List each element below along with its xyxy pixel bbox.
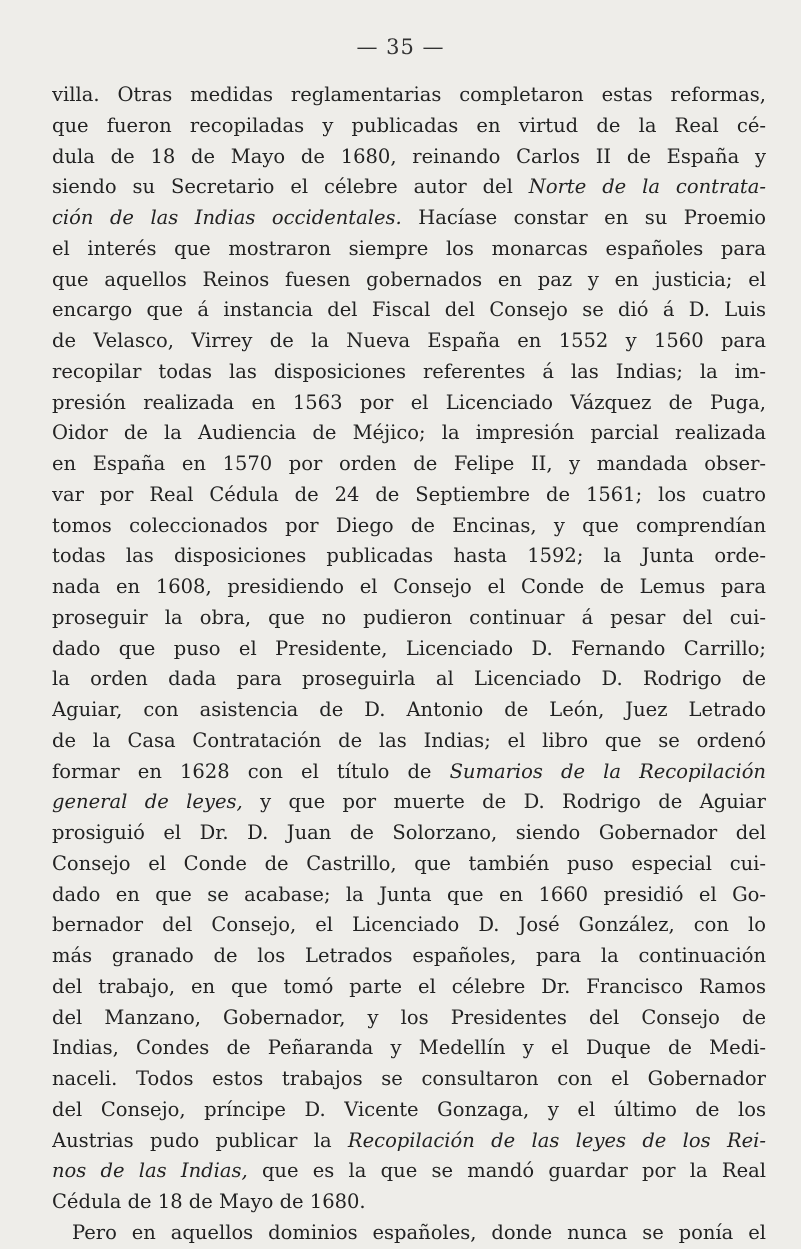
text-line (52, 757, 766, 788)
page-number: — 35 — (356, 35, 445, 59)
text-span: del trabajo, en que tomó parte el célebre Dr. Francisco Ramos (52, 974, 766, 998)
text-span: la orden dada para proseguirla al Licenciado D. Rodrigo de (52, 667, 766, 691)
text-span: villa. Otras medidas reglamentarias completaron estas reformas, (52, 83, 766, 106)
text-span: dula de 18 de Mayo de 1680, reinando Carlos II de España y (52, 144, 766, 168)
text-line (52, 1003, 766, 1034)
text-line (52, 388, 766, 419)
text-line (52, 1187, 766, 1218)
text-span: tomos coleccionados por Diego de Encinas, y que comprendían (52, 513, 766, 537)
text-line (52, 295, 766, 326)
text-span: el interés que mostraron siempre los monarcas españoles para (52, 236, 766, 260)
text-span: proseguir la obra, que no pudieron continuar á pesar del cui- (52, 605, 766, 629)
text-line (52, 910, 766, 941)
text-line (52, 172, 766, 203)
italic-title-span: general de leyes, (52, 790, 243, 814)
text-line (52, 787, 766, 818)
italic-title-span: Recopilación de las leyes de los Rei- (347, 1128, 766, 1152)
text-span: dado que puso el Presidente, Licenciado D. Fernando Carrillo; (52, 636, 766, 660)
text-line (52, 603, 766, 634)
text-span: que aquellos Reinos fuesen gobernados en paz y en justicia; el (52, 267, 766, 291)
text-line (52, 111, 766, 142)
text-span: nada en 1608, presidiendo el Consejo el Conde de Lemus para (52, 575, 766, 598)
text-line (52, 511, 766, 542)
italic-title-span: ción de las Indias occidentales. (52, 206, 402, 229)
text-span: de Velasco, Virrey de la Nueva España en 1552 y 1560 para (52, 329, 766, 352)
text-line (52, 695, 766, 726)
text-span: recopilar todas las disposiciones referentes á las Indias; la im- (52, 359, 766, 383)
text-line (52, 1126, 766, 1157)
text-span: del Consejo, príncipe D. Vicente Gonzaga, y el último de los (52, 1097, 766, 1121)
text-span: presión realizada en 1563 por el Licenciado Vázquez de Puga, (52, 390, 766, 414)
italic-title-span: Norte de la contrata- (528, 175, 766, 199)
text-line (52, 664, 766, 695)
text-span: naceli. Todos estos trabajos se consultaron con el Gobernador (52, 1067, 766, 1090)
text-line (52, 634, 766, 665)
text-line (52, 1156, 766, 1187)
text-span: Oidor de la Audiencia de Méjico; la impresión parcial realizada (52, 421, 766, 445)
text-span: var por Real Cédula de 24 de Septiembre de 1561; los cuatro (52, 482, 766, 506)
text-span: Aguiar, con asistencia de D. Antonio de León, Juez Letrado (52, 698, 766, 721)
text-line (52, 572, 766, 603)
text-line (52, 326, 766, 357)
text-span: del Manzano, Gobernador, y los Presidentes del Consejo de (52, 1005, 766, 1029)
text-line (52, 265, 766, 296)
text-line (52, 449, 766, 480)
text-span: más granado de los Letrados españoles, para la continuación (52, 944, 766, 967)
text-span: de la Casa Contratación de las Indias; el libro que se ordenó (52, 728, 766, 752)
text-line (52, 357, 766, 388)
text-span: que fueron recopiladas y publicadas en virtud de la Real cé- (52, 113, 766, 137)
text-span: siendo su Secretario el célebre autor del (52, 175, 529, 199)
text-span: Hacíase constar en su Proemio (401, 206, 766, 229)
text-span: encargo que á instancia del Fiscal del Consejo se dió á D. Luis (52, 298, 766, 322)
text-line (52, 1033, 766, 1064)
text-span: y que por muerte de D. Rodrigo de Aguiar (242, 790, 766, 814)
text-line (52, 941, 766, 972)
text-span: Cédula de 18 de Mayo de 1680. (52, 1190, 366, 1213)
italic-title-span: Sumarios de la Recopilación (449, 759, 766, 783)
text-line (52, 1095, 766, 1126)
text-line (52, 541, 766, 572)
text-span: prosiguió el Dr. D. Juan de Solorzano, siendo Gobernador del (52, 821, 766, 844)
text-line (52, 142, 766, 173)
text-line (52, 1064, 766, 1095)
text-line (52, 849, 766, 880)
text-line (52, 880, 766, 911)
text-span: bernador del Consejo, el Licenciado D. José González, con lo (52, 913, 766, 937)
text-span: que es la que se mandó guardar por la Real (247, 1159, 766, 1183)
text-span: Consejo el Conde de Castrillo, que también puso especial cui- (52, 851, 766, 875)
text-line (52, 972, 766, 1003)
text-span: dado en que se acabase; la Junta que en 1660 presidió el Go- (52, 882, 766, 906)
text-line (52, 818, 766, 849)
text-span: Austrias pudo publicar la (52, 1128, 348, 1152)
text-span: todas las disposiciones publicadas hasta 1592; la Junta orde- (52, 544, 766, 568)
text-line (52, 80, 766, 111)
text-line (52, 1218, 766, 1249)
text-line (52, 726, 766, 757)
text-line (52, 418, 766, 449)
text-span: formar en 1628 con el título de (52, 759, 450, 783)
text-line (52, 203, 766, 234)
text-span: Indias, Condes de Peñaranda y Medellín y el Duque de Medi- (52, 1036, 766, 1060)
body-text (52, 80, 766, 1249)
text-line (52, 480, 766, 511)
text-span: en España en 1570 por orden de Felipe II, y mandada obser- (52, 452, 766, 475)
text-line (52, 234, 766, 265)
text-span: Pero en aquellos dominios españoles, donde nunca se ponía el (72, 1220, 766, 1244)
italic-title-span: nos de las Indias, (52, 1159, 248, 1183)
